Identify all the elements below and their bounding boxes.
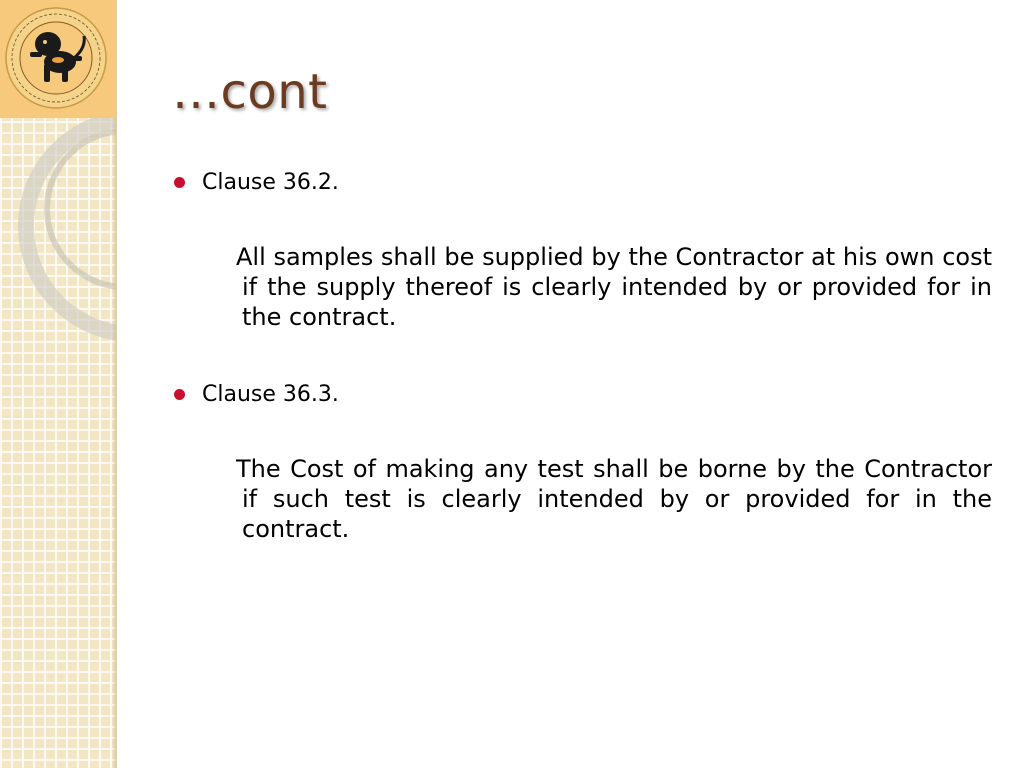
- lion-seal-icon: [0, 0, 116, 118]
- clause-text: All samples shall be supplied by the Contractor at his own cost if the supply thereof is clearly intended by or provided for in the contract.: [236, 243, 992, 331]
- bullet-item: [174, 168, 992, 198]
- sidebar-pattern: [0, 0, 117, 768]
- slide-content: [174, 168, 992, 544]
- clause-text: The Cost of making any test shall be borne by the Contractor if such test is clearly intended by or provided for in the contract.: [236, 455, 992, 543]
- bullet-item: [174, 380, 992, 410]
- logo-box: [0, 0, 116, 118]
- bullet-dot-icon: [174, 389, 185, 400]
- clause-label: Clause 36.2.: [202, 170, 339, 195]
- bullet-dot-icon: [174, 177, 185, 188]
- slide-title: …cont: [172, 64, 328, 120]
- clause-label: Clause 36.3.: [202, 382, 339, 407]
